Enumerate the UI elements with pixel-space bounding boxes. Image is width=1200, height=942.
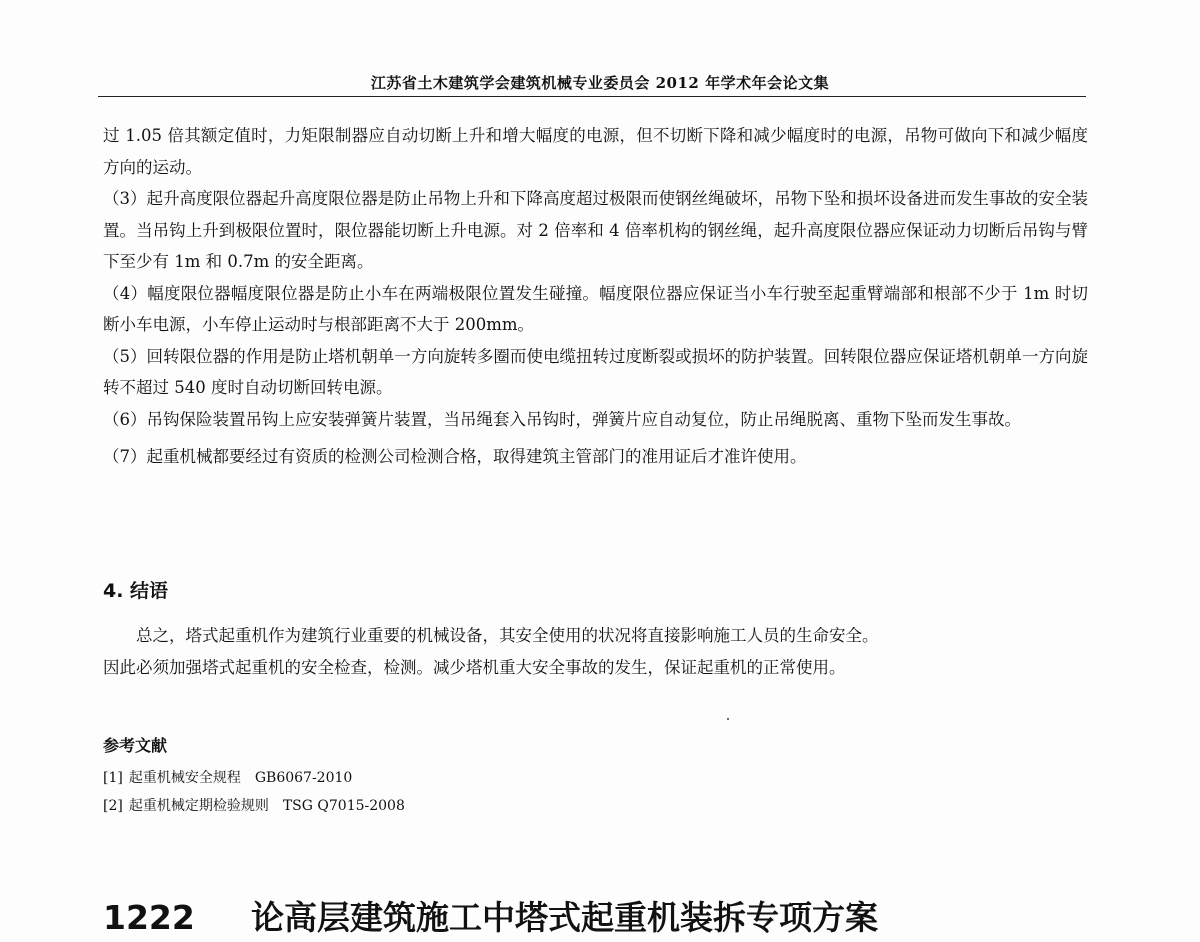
reference-item — [103, 792, 405, 820]
reference-title: 起重机械安全规程 — [128, 770, 241, 786]
paragraph-hook-safety: （6）吊钩保险装置吊钩上应安装弹簧片装置，当吊绳套入吊钩时，弹簧片应自动复位，防止吊绳脱离、重物下坠而发生事故。 — [103, 409, 1021, 429]
paragraph-slewing-limiter: （5）回转限位器的作用是防止塔机朝单一方向旋转多圈而使电缆扭转过度断裂或损坏的防护装置。回转限位器应保证塔机朝单一方向旋转不超过 540 度时自动切断回转电源。 — [103, 346, 1088, 397]
reference-item — [103, 764, 405, 792]
paragraph-amplitude-limiter: （4）幅度限位器幅度限位器是防止小车在两端极限位置发生碰撞。幅度限位器应保证当小车行驶至起重臂端部和根部不少于 1m 时切断小车电源，小车停止运动时与根部距离不大于 200mm。 — [103, 283, 1088, 334]
paragraph-torque-limiter: 过 1.05 倍其额定值时，力矩限制器应自动切断上升和增大幅度的电源，但不切断下降和减少幅度时的电源，吊物可做向下和减少幅度方向的运动。 — [103, 126, 1088, 177]
header-rule — [98, 96, 1086, 97]
paragraph-hoist-height-limiter: （3）起升高度限位器起升高度限位器是防止吊物上升和下降高度超过极限而使钢丝绳破坏，吊物下坠和损坏设备进而发生事故的安全装置。当吊钩上升到极限位置时，限位器能切断上升电源。对 2 倍率和 4 倍率机构的钢丝绳，起升高度限位器应保证动力切断后吊钩与臂下至少有 1m 和 0.7m 的安全距离。 — [103, 189, 1088, 271]
reference-number: [2] — [103, 798, 123, 814]
running-header: 江苏省土木建筑学会建筑机械专业委员会 2012 年学术年会论文集 — [370, 74, 830, 92]
conclusion-line-2: 因此必须加强塔式起重机的安全检查，检测。减少塔机重大安全事故的发生，保证起重机的正常使用。 — [103, 658, 846, 677]
scan-speck — [727, 718, 729, 720]
reference-code: GB6067-2010 — [254, 770, 353, 786]
conclusion-text — [103, 620, 1088, 684]
article-title: 论高层建筑施工中塔式起重机装拆专项方案 — [251, 898, 878, 937]
body-text — [103, 120, 1088, 473]
references-list — [103, 764, 405, 820]
section-heading-conclusion: 4. 结语 — [103, 580, 169, 602]
reference-title: 起重机械定期检验规则 — [128, 798, 269, 814]
article-number: 1222 — [103, 898, 195, 937]
reference-code: TSG Q7015-2008 — [282, 798, 405, 814]
references-title: 参考文献 — [103, 736, 168, 755]
paragraph-inspection: （7）起重机械都要经过有资质的检测公司检测合格，取得建筑主管部门的准用证后才准许使用。 — [103, 447, 807, 466]
conclusion-line-1: 总之，塔式起重机作为建筑行业重要的机械设备，其安全使用的状况将直接影响施工人员的生命安全。 — [136, 626, 879, 645]
next-article-heading — [103, 892, 878, 942]
reference-number: [1] — [103, 770, 123, 786]
